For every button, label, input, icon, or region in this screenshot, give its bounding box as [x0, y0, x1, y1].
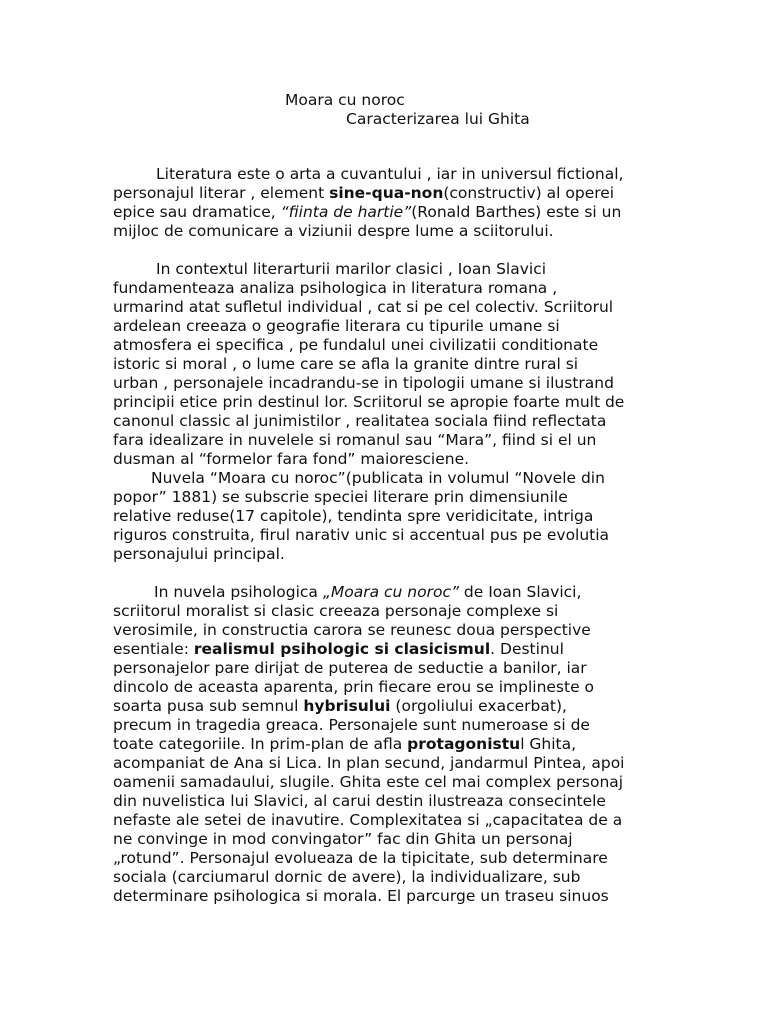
- text-fragment: (Ronald Barthes) este si un: [411, 203, 622, 221]
- text-line: [113, 184, 658, 203]
- italic-title: „Moara cu noroc”: [322, 583, 459, 601]
- text-fragment: de Ioan Slavici,: [459, 583, 582, 601]
- text-line: istoric si moral , o lume care se afla la granite dintre rural si: [113, 355, 579, 373]
- text-fragment: In nuvela psihologica: [154, 583, 323, 601]
- text-line: dusman al “formelor fara fond” maioresciene.: [113, 450, 470, 468]
- document-title: Moara cu noroc: [285, 91, 405, 109]
- text-line: dincolo de aceasta aparenta, prin fiecare erou se implineste o: [113, 678, 595, 696]
- text-line: mijloc de comunicare a viziunii despre lume a sciitorului.: [113, 222, 554, 240]
- text-line: „rotund”. Personajul evolueaza de la tipicitate, sub determinare: [113, 849, 608, 867]
- text-line: determinare psihologica si morala. El parcurge un traseu sinuos: [113, 887, 609, 905]
- document-body: [113, 146, 658, 906]
- text-fragment: (orgoliului exacerbat),: [390, 697, 567, 715]
- text-line: relative reduse(17 capitole), tendinta spre veridicitate, intriga: [113, 507, 594, 525]
- text-line: sociala (carciumarul dornic de avere), la individualizare, sub: [113, 868, 581, 886]
- text-fragment: soarta pusa sub semnul: [113, 697, 304, 715]
- text-line: [113, 583, 658, 602]
- document-subtitle: Caracterizarea lui Ghita: [346, 110, 530, 128]
- text-line: [113, 735, 658, 754]
- text-line: In contextul literarturii marilor clasici , Ioan Slavici: [156, 260, 547, 278]
- text-line: personajelor pare dirijat de puterea de seductie a banilor, iar: [113, 659, 587, 677]
- text-line: [113, 697, 658, 716]
- text-line: canonul classic al junimistilor , realitatea sociala fiind reflectata: [113, 412, 607, 430]
- text-line: urmarind atat sufletul individual , cat si pe cel colectiv. Scriitorul: [113, 298, 614, 316]
- paragraph-4: [113, 583, 658, 906]
- text-line: oamenii samadaului, slugile. Ghita este cel mai complex personaj: [113, 773, 624, 791]
- text-line: personajului principal.: [113, 545, 285, 563]
- text-line: atmosfera ei specifica , pe fundalul unei civilizatii conditionate: [113, 336, 599, 354]
- bold-term: sine-qua-non: [329, 184, 444, 202]
- text-fragment: l Ghita,: [520, 735, 577, 753]
- text-line: scriitorul moralist si clasic creeaza personaje complexe si: [113, 602, 559, 620]
- text-line: [113, 203, 658, 222]
- text-line: nefaste ale setei de inavutire. Complexitatea si „capacitatea de a: [113, 811, 623, 829]
- bold-term: hybrisului: [303, 697, 391, 715]
- text-line: verosimile, in constructia carora se reunesc doua perspective: [113, 621, 591, 639]
- text-line: Literatura este o arta a cuvantului , iar in universul fictional,: [156, 165, 624, 183]
- paragraph-2: [113, 260, 658, 469]
- text-line: urban , personajele incadrandu-se in tipologii umane si ilustrand: [113, 374, 614, 392]
- text-fragment: esentiale:: [113, 640, 194, 658]
- text-line: ne convinge in mod convingator” fac din Ghita un personaj: [113, 830, 573, 848]
- text-line: acompaniat de Ana si Lica. In plan secund, jandarmul Pintea, apoi: [113, 754, 625, 772]
- bold-term: realismul psihologic si clasicismul: [193, 640, 491, 658]
- text-line: precum in tragedia greaca. Personajele sunt numeroase si de: [113, 716, 590, 734]
- text-fragment: toate categoriile. In prim-plan de afla: [113, 735, 408, 753]
- text-line: riguros construita, firul narativ unic si accentual pus pe evolutia: [113, 526, 610, 544]
- paragraph-3: [113, 469, 658, 564]
- bold-term: protagonistu: [407, 735, 521, 753]
- text-line: principii etice prin destinul lor. Scriitorul se apropie foarte mult de: [113, 393, 625, 411]
- text-fragment: (constructiv) al operei: [443, 184, 615, 202]
- text-fragment: personajul literar , element: [113, 184, 330, 202]
- text-line: popor” 1881) se subscrie speciei literare prin dimensiunile: [113, 488, 568, 506]
- text-fragment: epice sau dramatice,: [113, 203, 281, 221]
- text-line: din nuvelistica lui Slavici, al carui destin ilustreaza consecintele: [113, 792, 606, 810]
- text-line: ardelean creeaza o geografie literara cu tipurile umane si: [113, 317, 560, 335]
- text-line: fundamenteaza analiza psihologica in literatura romana ,: [113, 279, 558, 297]
- text-line: fara idealizare in nuvelele si romanul sau “Mara”, fiind si el un: [113, 431, 597, 449]
- paragraph-1: [113, 165, 658, 241]
- text-fragment: . Destinul: [490, 640, 564, 658]
- text-line: [113, 640, 658, 659]
- italic-quote: “fiinta de hartie”: [280, 203, 412, 221]
- text-line: Nuvela “Moara cu noroc”(publicata in volumul “Novele din: [151, 469, 605, 487]
